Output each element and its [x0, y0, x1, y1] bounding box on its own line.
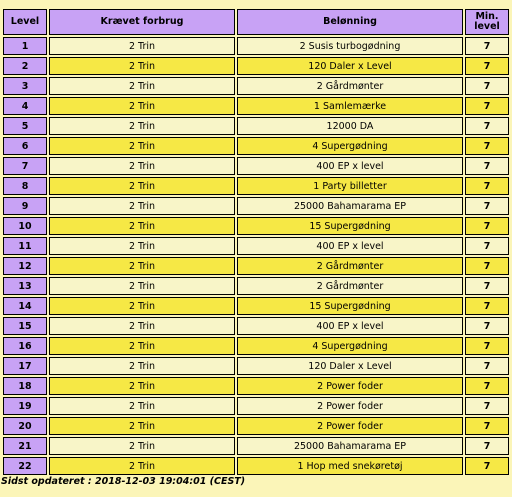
- header-level: Level: [3, 9, 47, 35]
- requirement-cell: 2 Trin: [49, 397, 235, 415]
- min-level-cell: 7: [465, 337, 509, 355]
- min-level-cell: 7: [465, 217, 509, 235]
- reward-cell: 1 Samlemærke: [237, 97, 463, 115]
- reward-cell: 15 Supergødning: [237, 297, 463, 315]
- level-cell: 8: [3, 177, 47, 195]
- min-level-cell: 7: [465, 37, 509, 55]
- requirement-cell: 2 Trin: [49, 357, 235, 375]
- header-min-level: [465, 9, 509, 35]
- reward-cell: 2 Gårdmønter: [237, 257, 463, 275]
- requirement-cell: 2 Trin: [49, 417, 235, 435]
- min-level-cell: 7: [465, 57, 509, 75]
- level-cell: 1: [3, 37, 47, 55]
- requirement-cell: 2 Trin: [49, 237, 235, 255]
- level-cell: 6: [3, 137, 47, 155]
- reward-cell: 120 Daler x Level: [237, 57, 463, 75]
- table-row: [3, 137, 509, 155]
- min-level-cell: 7: [465, 177, 509, 195]
- table-row: [3, 317, 509, 335]
- level-cell: 20: [3, 417, 47, 435]
- min-level-cell: 7: [465, 257, 509, 275]
- requirement-cell: 2 Trin: [49, 37, 235, 55]
- level-cell: 10: [3, 217, 47, 235]
- table-row: [3, 457, 509, 475]
- table-row: [3, 357, 509, 375]
- min-level-cell: 7: [465, 397, 509, 415]
- table-body: [3, 37, 509, 475]
- min-level-cell: 7: [465, 377, 509, 395]
- level-cell: 11: [3, 237, 47, 255]
- min-level-cell: 7: [465, 297, 509, 315]
- table-row: [3, 277, 509, 295]
- level-cell: 12: [3, 257, 47, 275]
- min-level-cell: 7: [465, 317, 509, 335]
- requirement-cell: 2 Trin: [49, 297, 235, 315]
- table-row: [3, 57, 509, 75]
- table-row: [3, 177, 509, 195]
- reward-cell: 15 Supergødning: [237, 217, 463, 235]
- table-row: [3, 77, 509, 95]
- level-cell: 13: [3, 277, 47, 295]
- level-cell: 18: [3, 377, 47, 395]
- requirement-cell: 2 Trin: [49, 317, 235, 335]
- level-cell: 7: [3, 157, 47, 175]
- min-level-cell: 7: [465, 357, 509, 375]
- table-row: [3, 157, 509, 175]
- table-row: [3, 197, 509, 215]
- header-reward: Belønning: [237, 9, 463, 35]
- requirement-cell: 2 Trin: [49, 437, 235, 455]
- requirement-cell: 2 Trin: [49, 177, 235, 195]
- last-updated-text: Sidst opdateret : 2018-12-03 19:04:01 (CEST): [1, 476, 246, 487]
- requirement-cell: 2 Trin: [49, 157, 235, 175]
- reward-cell: 25000 Bahamarama EP: [237, 197, 463, 215]
- min-level-cell: 7: [465, 137, 509, 155]
- min-level-cell: 7: [465, 277, 509, 295]
- reward-cell: 2 Power foder: [237, 417, 463, 435]
- requirement-cell: 2 Trin: [49, 337, 235, 355]
- min-level-cell: 7: [465, 237, 509, 255]
- table-row: [3, 117, 509, 135]
- requirement-cell: 2 Trin: [49, 97, 235, 115]
- requirement-cell: 2 Trin: [49, 117, 235, 135]
- min-level-cell: 7: [465, 97, 509, 115]
- min-level-cell: 7: [465, 417, 509, 435]
- reward-cell: 12000 DA: [237, 117, 463, 135]
- reward-cell: 2 Power foder: [237, 397, 463, 415]
- level-cell: 2: [3, 57, 47, 75]
- level-cell: 22: [3, 457, 47, 475]
- level-cell: 15: [3, 317, 47, 335]
- reward-cell: 2 Power foder: [237, 377, 463, 395]
- reward-cell: 2 Gårdmønter: [237, 277, 463, 295]
- requirement-cell: 2 Trin: [49, 197, 235, 215]
- requirement-cell: 2 Trin: [49, 277, 235, 295]
- min-level-cell: 7: [465, 157, 509, 175]
- table-row: [3, 97, 509, 115]
- reward-cell: 2 Gårdmønter: [237, 77, 463, 95]
- table-header-row: [3, 9, 509, 35]
- min-level-cell: 7: [465, 197, 509, 215]
- reward-cell: 1 Hop med snekøretøj: [237, 457, 463, 475]
- requirement-cell: 2 Trin: [49, 217, 235, 235]
- table-row: [3, 237, 509, 255]
- table-row: [3, 257, 509, 275]
- table-row: [3, 397, 509, 415]
- requirement-cell: 2 Trin: [49, 77, 235, 95]
- level-cell: 4: [3, 97, 47, 115]
- level-cell: 19: [3, 397, 47, 415]
- table-row: [3, 297, 509, 315]
- header-requirement: Krævet forbrug: [49, 9, 235, 35]
- level-cell: 3: [3, 77, 47, 95]
- reward-cell: 400 EP x level: [237, 237, 463, 255]
- reward-cell: 120 Daler x Level: [237, 357, 463, 375]
- reward-cell: 4 Supergødning: [237, 137, 463, 155]
- reward-cell: 400 EP x level: [237, 317, 463, 335]
- level-cell: 21: [3, 437, 47, 455]
- requirement-cell: 2 Trin: [49, 257, 235, 275]
- rewards-table: [1, 7, 511, 477]
- table-row: [3, 217, 509, 235]
- reward-cell: 400 EP x level: [237, 157, 463, 175]
- min-level-cell: 7: [465, 437, 509, 455]
- requirement-cell: 2 Trin: [49, 137, 235, 155]
- level-cell: 17: [3, 357, 47, 375]
- reward-cell: 25000 Bahamarama EP: [237, 437, 463, 455]
- min-level-cell: 7: [465, 457, 509, 475]
- table-row: [3, 437, 509, 455]
- requirement-cell: 2 Trin: [49, 457, 235, 475]
- level-cell: 16: [3, 337, 47, 355]
- min-level-cell: 7: [465, 117, 509, 135]
- level-cell: 9: [3, 197, 47, 215]
- reward-cell: 2 Susis turbogødning: [237, 37, 463, 55]
- header-min-level-text: Min. level: [474, 11, 500, 32]
- table-row: [3, 37, 509, 55]
- min-level-cell: 7: [465, 77, 509, 95]
- level-cell: 14: [3, 297, 47, 315]
- table-row: [3, 377, 509, 395]
- table-row: [3, 337, 509, 355]
- rewards-table-container: [1, 7, 509, 477]
- table-row: [3, 417, 509, 435]
- requirement-cell: 2 Trin: [49, 57, 235, 75]
- requirement-cell: 2 Trin: [49, 377, 235, 395]
- reward-cell: 1 Party billetter: [237, 177, 463, 195]
- level-cell: 5: [3, 117, 47, 135]
- reward-cell: 4 Supergødning: [237, 337, 463, 355]
